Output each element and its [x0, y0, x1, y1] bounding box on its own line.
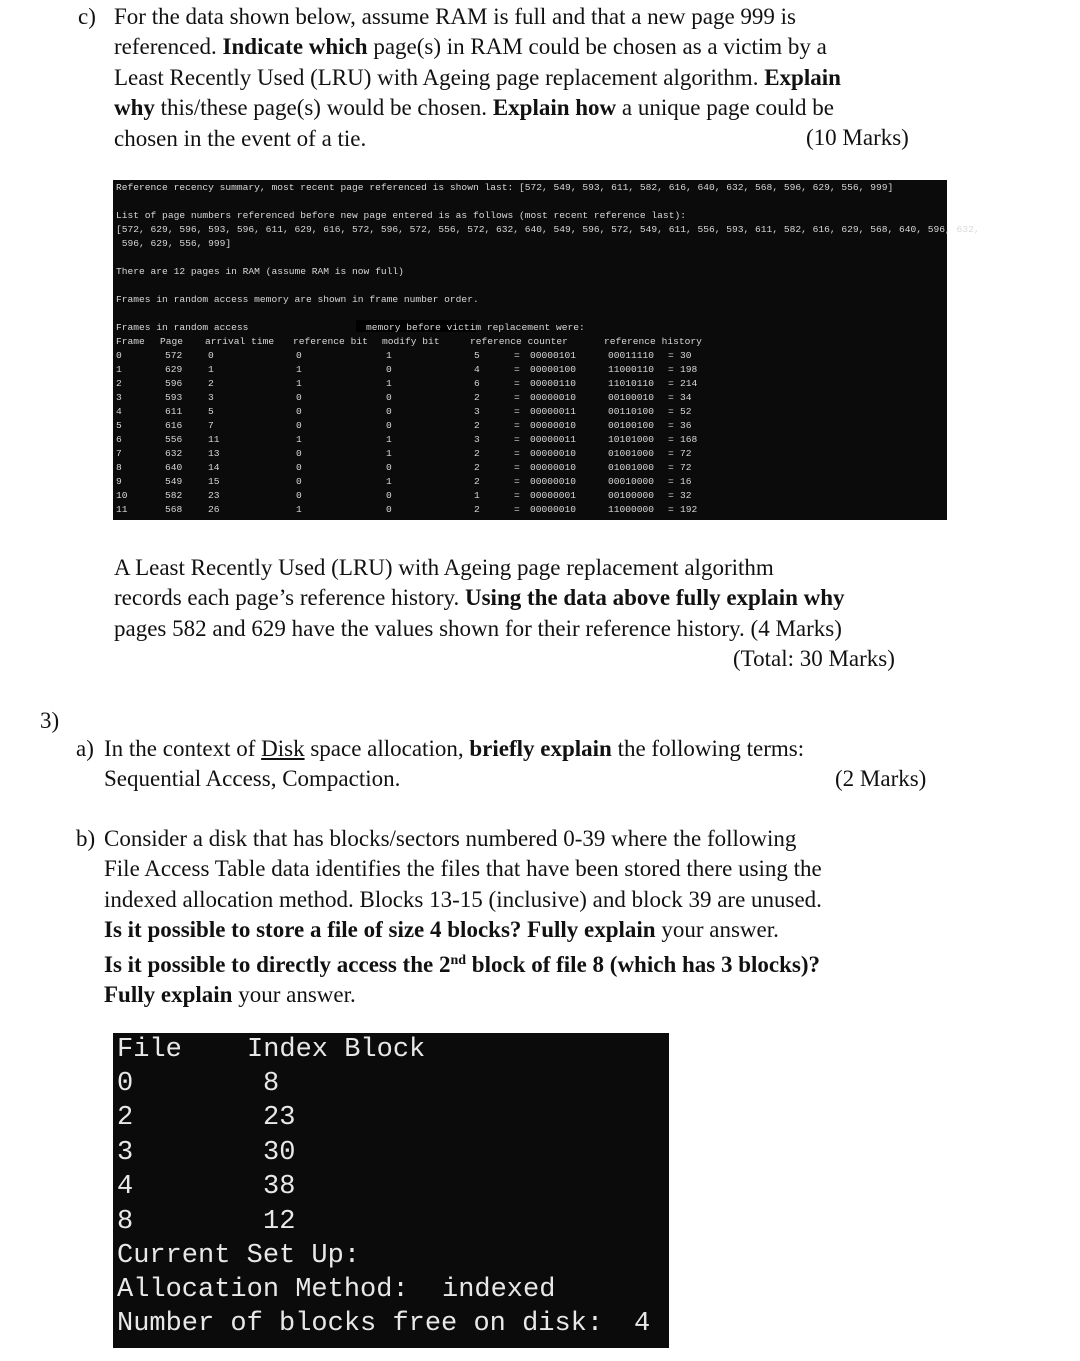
table-cell-hist: 10101000	[608, 434, 655, 445]
table-cell-eq: =	[514, 350, 520, 361]
table-cell-hist: 00100010	[608, 392, 655, 403]
table-cell-arr: 23	[208, 490, 220, 501]
text-line	[114, 553, 974, 583]
table-cell-dec: 32	[680, 490, 692, 501]
table-cell-hist: 00100100	[608, 420, 655, 431]
text-line	[104, 734, 984, 764]
text-line	[114, 614, 974, 644]
text-line	[114, 63, 974, 93]
table-header: reference history	[604, 336, 702, 347]
text-line	[104, 915, 984, 945]
text-segment: your answer.	[232, 982, 356, 1008]
table-cell-eq2: =	[668, 434, 674, 445]
table-cell-arr: 13	[208, 448, 220, 459]
table-cell-ref: 0	[296, 448, 302, 459]
table-cell-bin: 00000011	[530, 406, 577, 417]
text-line	[104, 824, 984, 854]
text-segment: For the data shown below, assume RAM is full and that a new page 999 is	[114, 4, 797, 29]
table-header: reference bit	[293, 336, 368, 347]
table-cell-page: 596	[165, 378, 183, 389]
reference-list-header: List of page numbers referenced before new page entered is as follows (most recent reference last):	[116, 210, 686, 221]
bold-text: Explain	[764, 64, 841, 90]
table-cell-ref: 0	[296, 420, 302, 431]
table-cell-mod: 0	[386, 406, 392, 417]
table-cell-frame: 1	[116, 364, 122, 375]
table-cell-dec: 192	[680, 504, 698, 515]
table-cell-bin: 00000010	[530, 448, 577, 459]
bold-text: Is it possible to store a file of size 4 blocks? Fully explain	[104, 917, 656, 943]
table-cell-arr: 26	[208, 504, 220, 515]
pages-in-ram-note: There are 12 pages in RAM (assume RAM is now full)	[116, 266, 404, 277]
table-cell-arr: 7	[208, 420, 214, 431]
text-segment: page(s) in RAM could be chosen as a victim by a	[367, 34, 827, 60]
allocation-method-label: Allocation Method:	[117, 1275, 409, 1305]
table-header: Page	[160, 336, 184, 347]
table-header: Frame	[116, 336, 145, 347]
text-segment: referenced.	[114, 34, 223, 60]
table-cell-cnt: 2	[474, 504, 480, 515]
text-segment: this/these page(s) would be chosen.	[154, 95, 493, 121]
table-cell-mod: 0	[386, 420, 392, 431]
file-number: 3	[117, 1137, 134, 1168]
table-cell-hist: 00100000	[608, 490, 655, 501]
table-cell-ref: 0	[296, 490, 302, 501]
table-cell-arr: 15	[208, 476, 220, 487]
frame-order-note: Frames in random access memory are shown in frame number order.	[116, 294, 479, 305]
text-segment: File Access Table data identifies the files that have been stored there using the	[104, 856, 822, 882]
superscript-text: nd	[450, 952, 467, 968]
text-line	[104, 885, 984, 915]
bold-text: block of file 8 (which has 3 blocks)?	[466, 951, 821, 977]
table-cell-eq2: =	[668, 420, 674, 431]
text-line	[114, 93, 974, 123]
table-cell-bin: 00000001	[530, 490, 577, 501]
table-cell-mod: 1	[386, 448, 392, 459]
file-number: 0	[117, 1069, 134, 1099]
table-header: reference counter	[470, 336, 568, 347]
table-cell-cnt: 4	[474, 364, 480, 375]
table-cell-bin: 00000010	[530, 476, 577, 487]
text-line	[104, 980, 984, 1010]
table-cell-bin: 00000110	[530, 378, 577, 389]
table-cell-bin: 00000010	[530, 420, 577, 431]
table-cell-bin: 00000101	[530, 350, 577, 361]
table-cell-eq2: =	[668, 392, 674, 403]
table-cell-bin: 00000010	[530, 392, 577, 403]
table-cell-frame: 0	[116, 350, 122, 361]
table-cell-ref: 1	[296, 364, 302, 375]
table-cell-hist: 01001000	[608, 448, 655, 459]
allocation-method-value: indexed	[442, 1275, 556, 1305]
table-cell-page: 616	[165, 420, 183, 431]
text-segment: chosen in the event of a tie.	[114, 125, 367, 151]
table-cell-eq2: =	[668, 378, 674, 389]
text-line	[114, 32, 974, 62]
index-block-number: 12	[263, 1206, 296, 1237]
text-line	[114, 583, 974, 613]
text-line	[104, 946, 984, 980]
table-cell-mod: 0	[386, 364, 392, 375]
bold-text: Indicate which	[222, 34, 368, 60]
file-number: 2	[117, 1103, 134, 1134]
file-number: 4	[117, 1172, 134, 1203]
text-line	[114, 2, 974, 32]
question-3-number: 3)	[40, 708, 60, 733]
table-cell-dec: 168	[680, 434, 698, 445]
header-index-block: Index Block	[247, 1035, 426, 1065]
table-cell-cnt: 2	[474, 448, 480, 459]
table-cell-frame: 8	[116, 462, 122, 473]
table-cell-page: 640	[165, 462, 183, 473]
table-cell-hist: 11000000	[608, 504, 655, 515]
text-segment: Least Recently Used (LRU) with Ageing page replacement algorithm.	[114, 64, 765, 90]
table-cell-page: 572	[165, 350, 183, 361]
table-cell-cnt: 6	[474, 378, 480, 389]
table-cell-dec: 34	[680, 392, 692, 403]
table-cell-frame: 2	[116, 378, 122, 389]
table-cell-mod: 1	[386, 476, 392, 487]
table-cell-frame: 10	[116, 490, 128, 501]
table-cell-page: 593	[165, 392, 183, 403]
table-cell-arr: 5	[208, 406, 214, 417]
table-cell-hist: 01001000	[608, 462, 655, 473]
table-cell-eq: =	[514, 490, 520, 501]
table-cell-frame: 7	[116, 448, 122, 459]
table-cell-eq2: =	[668, 462, 674, 473]
table-cell-bin: 00000100	[530, 364, 577, 375]
text-segment: the following terms:	[611, 736, 805, 761]
table-cell-mod: 0	[386, 392, 392, 403]
table-cell-eq2: =	[668, 350, 674, 361]
reference-list-line-1: [572, 629, 596, 593, 596, 611, 629, 616, 572, 596, 572, 556, 572, 632, 640, 549, 596, 572, 549, 611, 556, 593, 611, 582, 616, 629, 568, 640, 596, 632,	[116, 224, 980, 235]
table-title-left: Frames in random access	[116, 322, 249, 333]
table-cell-mod: 0	[386, 490, 392, 501]
table-cell-mod: 1	[386, 378, 392, 389]
table-cell-cnt: 1	[474, 490, 480, 501]
table-cell-ref: 0	[296, 462, 302, 473]
index-block-number: 38	[263, 1172, 296, 1203]
table-cell-cnt: 2	[474, 462, 480, 473]
table-cell-mod: 0	[386, 504, 392, 515]
file-access-table-console	[113, 1033, 669, 1348]
file-number: 8	[117, 1206, 134, 1237]
table-cell-cnt: 3	[474, 434, 480, 445]
table-cell-eq2: =	[668, 364, 674, 375]
table-cell-dec: 72	[680, 448, 692, 459]
table-cell-eq: =	[514, 378, 520, 389]
bold-text: Using the data above fully explain why	[465, 585, 845, 611]
table-cell-dec: 16	[680, 476, 692, 487]
table-cell-eq2: =	[668, 448, 674, 459]
setup-label: Current Set Up:	[117, 1241, 361, 1271]
total-marks: (Total: 30 Marks)	[733, 646, 895, 671]
table-cell-hist: 00010000	[608, 476, 655, 487]
text-segment: indexed allocation method. Blocks 13-15 (inclusive) and block 39 are unused.	[104, 886, 822, 912]
table-cell-dec: 198	[680, 364, 698, 375]
table-cell-eq2: =	[668, 406, 674, 417]
reference-list-line-2: 596, 629, 556, 999]	[116, 238, 232, 249]
table-cell-page: 611	[165, 406, 183, 417]
table-cell-arr: 2	[208, 378, 214, 389]
bold-text: why	[114, 95, 155, 121]
text-segment: Sequential Access, Compaction.	[104, 766, 401, 792]
table-cell-frame: 3	[116, 392, 122, 403]
part-a-label: a)	[76, 736, 94, 761]
table-cell-bin: 00000010	[530, 504, 577, 515]
table-cell-page: 629	[165, 364, 183, 375]
table-cell-eq: =	[514, 504, 520, 515]
table-cell-cnt: 2	[474, 420, 480, 431]
table-cell-eq: =	[514, 448, 520, 459]
part-c-marks: (10 Marks)	[806, 125, 909, 150]
text-segment: pages 582 and 629 have the values shown for their reference history. (4 Marks)	[114, 615, 842, 641]
bold-text: Explain how	[492, 95, 617, 121]
free-blocks-label: Number of blocks free on disk:	[117, 1309, 604, 1339]
bold-text: briefly explain	[469, 736, 612, 761]
table-cell-cnt: 2	[474, 476, 480, 487]
table-cell-cnt: 3	[474, 406, 480, 417]
lru-explanation-question	[114, 553, 974, 644]
index-block-number: 30	[263, 1137, 296, 1168]
table-cell-mod: 1	[386, 434, 392, 445]
table-cell-hist: 11010110	[608, 378, 655, 389]
table-cell-eq: =	[514, 434, 520, 445]
table-cell-arr: 3	[208, 392, 214, 403]
part-a-marks: (2 Marks)	[835, 766, 927, 791]
table-cell-dec: 36	[680, 420, 692, 431]
table-cell-cnt: 5	[474, 350, 480, 361]
table-cell-eq: =	[514, 462, 520, 473]
table-cell-page: 632	[165, 448, 183, 459]
table-cell-arr: 11	[208, 434, 220, 445]
table-cell-eq: =	[514, 364, 520, 375]
table-cell-hist: 00110100	[608, 406, 655, 417]
table-cell-bin: 00000011	[530, 434, 577, 445]
table-cell-mod: 1	[386, 350, 392, 361]
table-cell-ref: 0	[296, 406, 302, 417]
table-cell-frame: 6	[116, 434, 122, 445]
table-cell-arr: 14	[208, 462, 220, 473]
table-cell-ref: 1	[296, 434, 302, 445]
table-cell-eq: =	[514, 406, 520, 417]
index-block-number: 23	[263, 1103, 296, 1134]
part-b-label: b)	[76, 826, 96, 851]
table-title-right: memory before victim replacement were:	[366, 322, 585, 333]
part-b-question	[104, 824, 984, 1010]
table-cell-cnt: 2	[474, 392, 480, 403]
table-cell-hist: 11000110	[608, 364, 655, 375]
text-segment: your answer.	[655, 917, 779, 943]
table-cell-ref: 0	[296, 350, 302, 361]
index-block-number: 8	[263, 1069, 280, 1099]
text-segment: a unique page could be	[616, 95, 834, 121]
table-cell-page: 549	[165, 476, 183, 487]
table-cell-dec: 72	[680, 462, 692, 473]
text-segment: A Least Recently Used (LRU) with Ageing page replacement algorithm	[114, 555, 774, 580]
table-cell-ref: 0	[296, 476, 302, 487]
table-cell-ref: 1	[296, 504, 302, 515]
table-cell-bin: 00000010	[530, 462, 577, 473]
table-cell-mod: 0	[386, 462, 392, 473]
underlined-text: Disk	[261, 736, 305, 761]
text-segment: Consider a disk that has blocks/sectors numbered 0-39 where the following	[104, 826, 797, 851]
table-cell-eq2: =	[668, 490, 674, 501]
table-cell-frame: 4	[116, 406, 122, 417]
page-replacement-console	[113, 180, 980, 520]
table-cell-arr: 0	[208, 350, 214, 361]
text-line	[104, 854, 984, 884]
free-blocks-value: 4	[634, 1309, 651, 1339]
header-file: File	[117, 1035, 182, 1065]
part-c-label: c)	[78, 4, 96, 29]
table-cell-eq2: =	[668, 476, 674, 487]
table-cell-ref: 0	[296, 392, 302, 403]
table-cell-frame: 9	[116, 476, 122, 487]
table-cell-hist: 00011110	[608, 350, 655, 361]
table-cell-dec: 30	[680, 350, 692, 361]
table-header: modify bit	[382, 336, 440, 347]
bold-text: Fully explain	[104, 982, 233, 1008]
table-cell-frame: 5	[116, 420, 122, 431]
text-segment: records each page’s reference history.	[114, 585, 465, 611]
table-cell-eq: =	[514, 392, 520, 403]
table-cell-arr: 1	[208, 364, 214, 375]
bold-text: Is it possible to directly access the 2	[104, 951, 451, 977]
table-cell-ref: 1	[296, 378, 302, 389]
table-cell-eq2: =	[668, 504, 674, 515]
table-cell-page: 556	[165, 434, 183, 445]
text-segment: In the context of	[104, 736, 262, 761]
table-cell-dec: 214	[680, 378, 698, 389]
table-cell-page: 568	[165, 504, 183, 515]
text-segment: space allocation,	[304, 736, 470, 761]
recency-summary: Reference recency summary, most recent page referenced is shown last: [572, 549, 593, 611, 582, 616, 640, 632, 568, 596, 629, 556, 999]	[116, 182, 894, 193]
table-header: arrival time	[205, 336, 275, 347]
table-cell-page: 582	[165, 490, 183, 501]
table-cell-dec: 52	[680, 406, 692, 417]
table-cell-eq: =	[514, 476, 520, 487]
table-cell-eq: =	[514, 420, 520, 431]
table-cell-frame: 11	[116, 504, 128, 515]
